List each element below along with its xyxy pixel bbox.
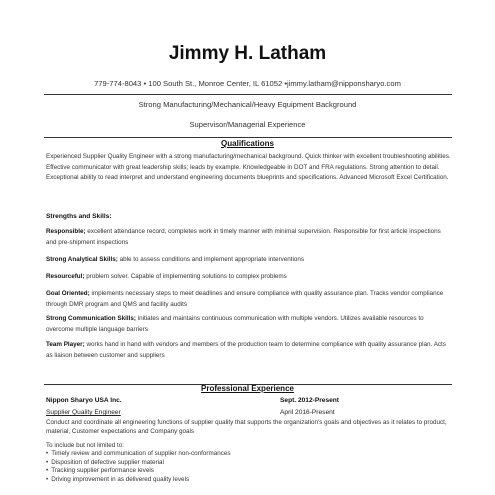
- qualifications-divider: [44, 137, 452, 138]
- skill-item: [46, 227, 451, 248]
- skill-text: works hand in hand with vendors and members of the production team to determine compliance with quality assurance plan. Acts as liaison between customer and suppliers: [46, 341, 446, 359]
- qualifications-summary: Experienced Supplier Quality Engineer with a strong manufacturing/mechanical background. Quick thinker with excellent troubleshooting abilities. Effective communicator with great leadership skills; leads by example. Knowledgeable in DOT and FRA regulations. Strong attention to detail. Exceptional ability to read interpret and understand engineering documents blueprints and specifications. Advanced Microsoft Excel Certification.: [46, 153, 451, 182]
- list-item: • Tracking supplier performance levels: [46, 467, 451, 476]
- skill-item: [46, 289, 451, 310]
- qualifications-title: Qualifications: [221, 139, 274, 148]
- strengths-heading: Strengths and Skills:: [46, 213, 112, 220]
- experience-title: Professional Experience: [201, 384, 294, 393]
- skill-item: [46, 340, 451, 361]
- list-item: • Timely review and communication of supplier non-conformances: [46, 450, 451, 459]
- contact-line: 779-774-8043 • 100 South St., Monroe Center, IL 61052 •jimmy.latham@nipponsharyo.com: [94, 79, 401, 88]
- experience-headline: Supervisor/Managerial Experience: [189, 120, 306, 129]
- skill-text: implements necessary steps to meet deadlines and ensure compliance with quality assurance plan. Tracks vendor compliance through DMR program and QMS and facility audits: [46, 290, 444, 308]
- list-item: • Disposition of defective supplier material: [46, 459, 451, 468]
- position-description: Conduct and coordinate all engineering functions of supplier quality that supports the organization's goals and objectives as it relates to product, material, Customer expectations and Company goals: [46, 419, 447, 435]
- duties-intro: To include but not limited to:: [46, 442, 125, 449]
- duties-list: [46, 450, 451, 484]
- skill-text: problem solver. Capable of implementing solutions to complex problems: [84, 273, 287, 280]
- list-item: • Driving improvement in as delivered quality levels: [46, 476, 451, 485]
- skill-label: Resourceful;: [46, 273, 85, 280]
- skill-text: able to assess conditions and implement appropriate interventions: [117, 256, 305, 263]
- company-dates: Sept. 2012-Present: [280, 397, 340, 404]
- skill-label: Team Player;: [46, 341, 85, 348]
- position-dates: April 2016-Present: [280, 409, 335, 416]
- skill-item: [46, 255, 451, 266]
- candidate-name: Jimmy H. Latham: [168, 43, 327, 64]
- skill-item: [46, 314, 451, 335]
- position-title: Supplier Quality Engineer: [46, 409, 121, 416]
- skill-text: initiates and maintains continuous communication with multiple vendors. Utilizes available resources to overcome multiple language barriers: [46, 315, 424, 333]
- skill-label: Strong Communication Skills;: [46, 315, 136, 322]
- header-divider: [44, 94, 452, 95]
- skill-item: [46, 272, 451, 283]
- skill-label: Responsible;: [46, 228, 86, 235]
- skill-label: Strong Analytical Skills;: [46, 256, 118, 263]
- company-name: Nippon Sharyo USA Inc.: [46, 397, 122, 404]
- skill-text: excellent attendance record, completes work in timely manner with minimal supervision. Responsible for first article inspections and pre-shipment inspections: [46, 228, 441, 246]
- skill-label: Goal Oriented;: [46, 290, 90, 297]
- background-headline: Strong Manufacturing/Mechanical/Heavy Equipment Background: [138, 100, 357, 109]
